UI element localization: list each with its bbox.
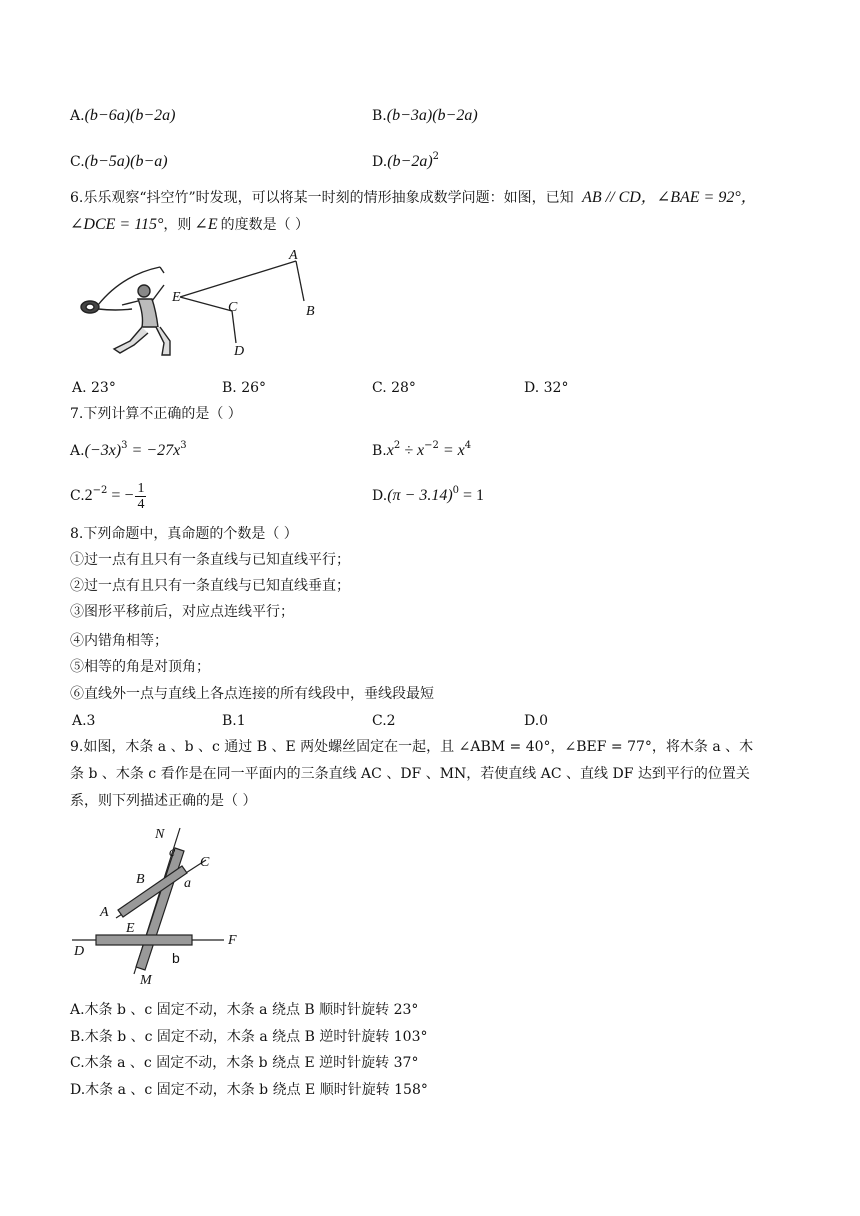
q9-label-f: F [228,933,237,948]
q9-label-n: N [155,827,165,842]
q6-geometry-lines [180,261,304,343]
q5-option-b-label: B. [372,108,387,124]
q7-stem: 7.下列计算不正确的是（ ） [70,406,242,422]
q8-option-d: D.0 [524,713,549,729]
q6-stem-text: 6.乐乐观察“抖空竹”时发现，可以将某一时刻的情形抽象成数学问题：如图，已知 [70,190,574,206]
q7-option-c-base: 2 [84,487,93,504]
q6-stem-line1 [70,188,757,208]
q9-label-d: D [74,944,85,959]
q9-label-b-stick: b [172,950,180,966]
q7-option-d-base: (π − 3.14) [387,487,453,504]
q8-option-a: A.3 [72,713,96,729]
q6-angle-e: ∠E [194,216,218,233]
stick-b [96,935,192,945]
diabolo-player-illustration [81,267,170,355]
q9-option-a: A.木条 b 、c 固定不动，木条 a 绕点 B 顺时针旋转 23° [70,1002,419,1018]
q8-stem: 8.下列命题中，真命题的个数是（ ） [70,526,298,542]
q9-label-c-stick: c [169,845,176,860]
q6-stem-text2: ，则 [163,217,192,233]
q8-option-b: B.1 [222,713,246,729]
q6-label-c: C [228,300,238,315]
q6-label-b: B [306,304,315,319]
q7-option-b-label: B. [372,443,387,459]
q5-option-d-label: D. [372,154,388,170]
q7-option-b-exp3: 4 [464,440,472,451]
q9-option-c: C.木条 a 、c 固定不动，木条 b 绕点 E 逆时针旋转 37° [70,1055,419,1071]
q5-option-a-label: A. [70,108,85,124]
q6-option-d: D. 32° [524,380,569,396]
q6-option-a: A. 23° [72,380,116,396]
q9-label-m: M [140,973,152,988]
q7-option-a-label: A. [70,443,85,459]
q5-option-a [70,106,175,126]
q7-option-b-exp2: −2 [424,440,439,451]
q6-figure [72,245,332,365]
q7-option-a [70,441,187,461]
q7-option-c-numerator: 1 [137,480,145,496]
q7-option-b [372,441,471,461]
q7-option-d [372,486,484,506]
q7-option-c-eq: = − [107,487,134,504]
q8-option-c: C.2 [372,713,396,729]
stick-a [118,866,187,917]
q8-item-4: ④内错角相等； [70,633,168,649]
q7-option-c-exp: −2 [92,485,108,496]
q9-label-a-stick: a [184,876,191,891]
q5-option-d [372,152,439,172]
q7-option-d-exp: 0 [452,485,460,496]
q7-option-c [70,478,148,514]
q6-stem-tail: 的度数是（ ） [220,217,310,233]
q7-option-c-denominator: 4 [137,496,145,512]
q6-label-e: E [172,290,181,305]
q7-option-b-exp1: 2 [393,440,401,451]
q5-option-b [372,106,478,126]
q6-label-d: D [234,344,245,359]
q5-option-d-expr: (b−2a) [387,153,433,170]
q8-item-1: ①过一点有且只有一条直线与已知直线平行； [70,552,350,568]
q7-option-d-rhs: = 1 [459,487,485,504]
q7-option-d-label: D. [372,488,388,504]
q9-label-a: A [100,905,109,920]
q8-item-3: ③图形平移前后，对应点连线平行； [70,604,294,620]
q6-label-a: A [289,248,298,263]
q7-option-a-exp: 3 [121,440,128,451]
q6-option-c: C. 28° [372,380,416,396]
q9-stem-line2: 条 b 、木条 c 看作是在同一平面内的三条直线 AC 、DF 、MN，若使直线 AC 、直线 DF 达到平行的位置关 [70,766,750,782]
q7-option-b-rhs: = x [438,442,465,459]
q7-option-c-fraction [135,481,146,512]
q6-stem-line2 [70,215,309,235]
q9-figure [68,822,258,992]
q7-option-b-x1: x [386,442,394,459]
q9-stem-line3: 系，则下列描述正确的是（ ） [70,793,257,809]
q6-stem-math: AB // CD，∠BAE = 92°， [582,189,757,206]
q7-option-a-rhs: = −27x [127,442,181,459]
q9-label-b: B [136,872,145,887]
q5-option-d-sup: 2 [432,151,440,162]
q7-option-c-label: C. [70,488,85,504]
q5-option-a-expr: (b−6a)(b−2a) [84,107,176,124]
q5-option-b-expr: (b−3a)(b−2a) [386,107,478,124]
q7-option-a-rhs-exp: 3 [180,440,187,451]
q6-angle-dce: ∠DCE = 115° [70,216,164,233]
q5-option-c-label: C. [70,154,85,170]
q8-item-6: ⑥直线外一点与直线上各点连接的所有线段中，垂线段最短 [70,686,434,702]
q6-option-b: B. 26° [222,380,267,396]
q8-item-2: ②过一点有且只有一条直线与已知直线垂直； [70,578,350,594]
q5-option-c-expr: (b−5a)(b−a) [84,153,168,170]
q8-item-5: ⑤相等的角是对顶角； [70,659,210,675]
q9-stem-line1: 9.如图，木条 a 、b 、c 通过 B 、E 两处螺丝固定在一起，且 ∠ABM = 40°，∠BEF = 77°，将木条 a 、木 [70,739,754,755]
q7-option-a-base: (−3x) [84,442,122,459]
q9-label-c: C [200,855,210,870]
q9-option-b: B.木条 b 、c 固定不动，木条 a 绕点 B 逆时针旋转 103° [70,1029,428,1045]
q5-option-c [70,152,168,172]
q9-option-d: D.木条 a 、c 固定不动，木条 b 绕点 E 顺时针旋转 158° [70,1082,428,1098]
q7-option-b-div: ÷ x [400,442,425,459]
q9-label-e: E [126,921,135,936]
